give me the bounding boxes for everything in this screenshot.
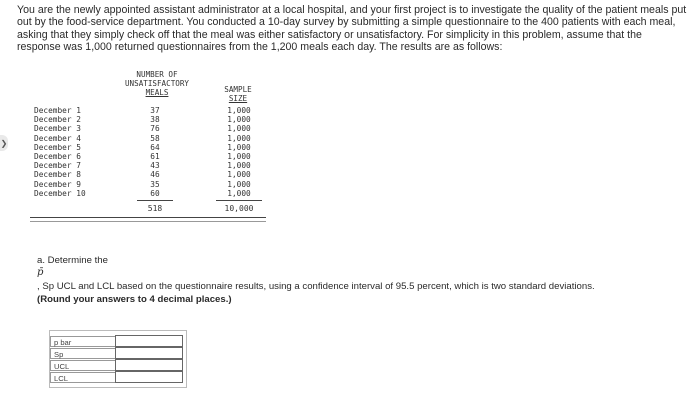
ucl-input[interactable]	[115, 359, 183, 371]
table-row: December 8	[34, 170, 81, 180]
round-instruction: (Round your answers to 4 decimal places.)	[37, 294, 232, 305]
sample-size-column: 1,000 1,000 1,000 1,000 1,000 1,000 1,000 1,000 1,000 1,000	[227, 106, 251, 198]
table-bottom-rule	[30, 217, 266, 218]
label-lcl: LCL	[50, 372, 117, 383]
total-meals: 518	[147, 204, 163, 213]
sum-rule-meals	[137, 200, 173, 201]
table-row: December 10	[34, 188, 86, 198]
meals-column: 37 38 76 58 64 61 43 46 35 60	[150, 106, 160, 198]
day-column	[34, 106, 114, 198]
label-p-bar: p bar	[50, 336, 117, 347]
total-size: 10,000	[224, 204, 254, 213]
table-row: December 9	[34, 179, 81, 189]
sp-input[interactable]	[115, 347, 183, 359]
header-sample-size: SAMPLE SIZE	[224, 85, 252, 103]
table-row: December 4	[34, 133, 81, 143]
table-row: December 6	[34, 151, 81, 161]
table-row: December 7	[34, 161, 81, 171]
p-bar-input[interactable]	[115, 335, 183, 347]
question-a	[37, 255, 677, 306]
table-row: December 1	[34, 106, 81, 115]
table-row: December 3	[34, 124, 81, 134]
sum-rule-size	[216, 200, 262, 201]
side-collapse-tab[interactable]	[0, 135, 8, 151]
table-bottom-rule-2	[30, 221, 266, 222]
chevron-right-icon: ❯	[0, 138, 8, 148]
question-body: , Sp UCL and LCL based on the questionnaire results, using a confidence interval of 95.5 percent, which is two standard deviations.	[37, 281, 595, 292]
table-row: December 2	[34, 115, 81, 125]
data-table	[30, 70, 265, 235]
pbar-symbol: p̄	[37, 267, 44, 278]
label-sp: Sp	[50, 348, 117, 359]
table-row: December 5	[34, 142, 81, 152]
lcl-input[interactable]	[115, 371, 183, 383]
question-intro: a. Determine the	[37, 255, 108, 266]
problem-statement: You are the newly appointed assistant administrator at a local hospital, and your first project is to investigate the quality of the patient meals put out by the food-service department. You conducted a 10-day survey by submitting a simple questionnaire to the 400 patients with each meal, asking that they simply check off that the meal was either satisfactory or unsatisfactory. For simplicity in this problem, assume that the response was 1,000 returned questionnaires from the 1,200 meals each day. The results are as follows:	[17, 4, 687, 54]
label-ucl: UCL	[50, 360, 117, 371]
header-unsatisfactory-meals: NUMBER OF UNSATISFACTORY MEALS	[124, 70, 189, 97]
